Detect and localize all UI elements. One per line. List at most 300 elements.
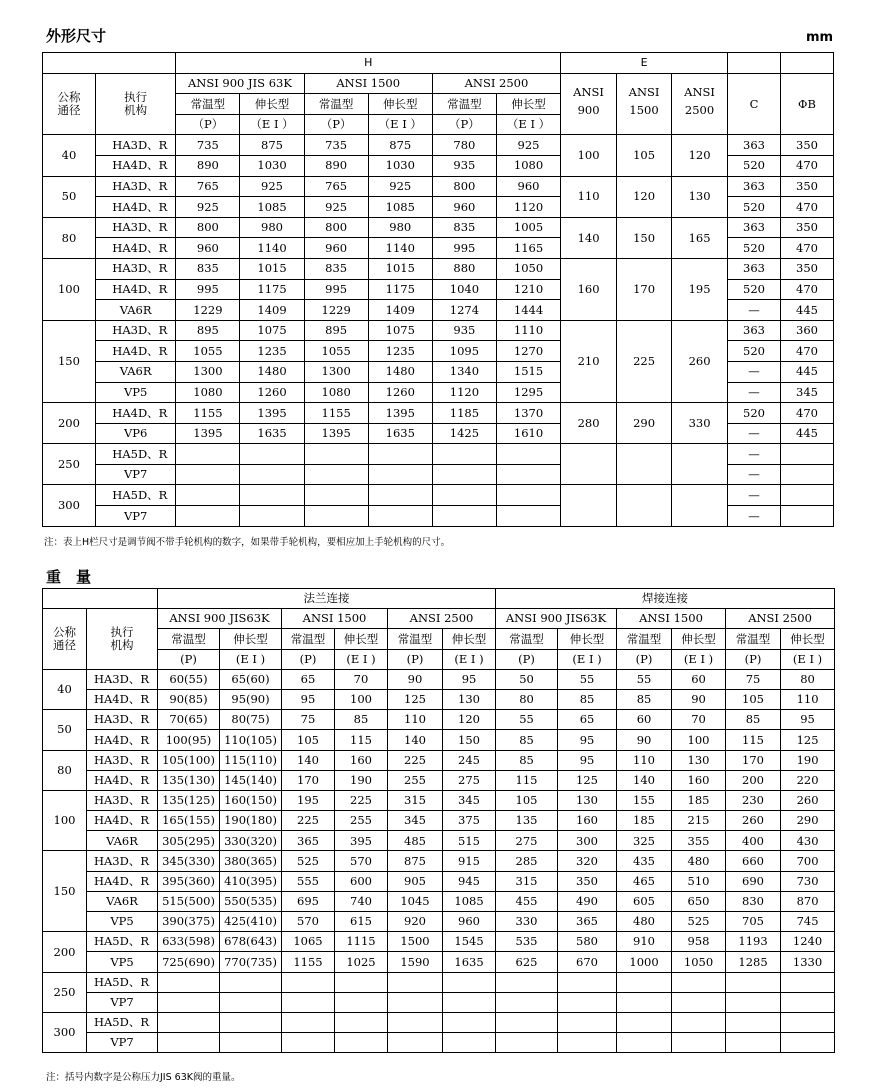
code-header: (E I ) [781,649,835,669]
nominal-size-header: 公称 通径 [43,609,87,670]
h-value-cell: 1120 [496,197,560,218]
e-value-cell [672,444,728,485]
e-group-header: E [561,53,728,74]
h-value-cell: 1040 [432,279,496,300]
nominal-size-cell: 100 [43,258,96,320]
dimensions-note: 注：表上H栏尺寸是调节阀不带手轮机构的数字，如果带手轮机构，要相应加上手轮机构的尺寸。 [44,537,451,548]
h-value-cell: 935 [432,155,496,176]
phib-value-cell: 445 [780,423,833,444]
h-value-cell: 890 [176,155,240,176]
actuator-header: 执行 机构 [95,73,175,135]
flange-connection-header: 法兰连接 [158,589,496,609]
code-header: (P) [388,649,443,669]
h-type-header: 常温型 [176,94,240,115]
weight-value-cell [335,972,388,992]
c-value-cell: 520 [728,341,781,362]
weight-value-cell: 70(65) [158,710,220,730]
table-row [43,217,834,238]
weight-value-cell: 95 [558,750,617,770]
actuator-cell: VP7 [87,992,158,1012]
weight-value-cell: 875 [388,851,443,871]
h-value-cell: 1270 [496,341,560,362]
weight-note: 注：括号内数字是公称压力JIS 63K阀的重量。 [46,1072,241,1083]
table-row [43,952,835,972]
weight-value-cell: 215 [672,811,726,831]
weight-value-cell: 170 [282,770,335,790]
h-value-cell: 835 [176,258,240,279]
weight-value-cell: 633(598) [158,932,220,952]
actuator-cell: VA6R [87,891,158,911]
h-value-cell: 895 [304,320,368,341]
h-value-cell: 1210 [496,279,560,300]
h-value-cell: 875 [368,135,432,156]
weight-value-cell: 300 [558,831,617,851]
nominal-size-cell: 100 [43,790,87,851]
phib-value-cell: 360 [780,320,833,341]
h-value-cell: 1235 [240,341,304,362]
weight-value-cell: 650 [672,891,726,911]
weight-value-cell: 75 [726,669,781,689]
weight-value-cell: 190 [335,770,388,790]
weight-value-cell: 350 [558,871,617,891]
weight-value-cell: 1050 [672,952,726,972]
h-value-cell: 960 [304,238,368,259]
h-value-cell: 925 [496,135,560,156]
actuator-cell: HA3D、R [87,669,158,689]
table-row [43,689,835,709]
dimensions-title: 外形尺寸 [46,27,107,45]
weight-value-cell: 410(395) [220,871,282,891]
weight-value-cell: 1330 [781,952,835,972]
table-row [43,851,835,871]
e-value-cell: 120 [672,135,728,176]
weight-value-cell: 130 [443,689,496,709]
actuator-cell: HA4D、R [95,279,175,300]
weight-value-cell: 580 [558,932,617,952]
h-value-cell [304,485,368,506]
weight-value-cell: 55 [496,710,558,730]
e-value-cell: 195 [672,258,728,320]
h-value-cell: 1155 [304,403,368,424]
table-row [43,1033,835,1053]
h-type-header: 伸长型 [368,94,432,115]
h-value-cell: 1425 [432,423,496,444]
weight-value-cell [220,1033,282,1053]
actuator-cell: HA4D、R [95,341,175,362]
phib-value-cell: 470 [780,155,833,176]
weight-value-cell: 1500 [388,932,443,952]
h-value-cell: 1370 [496,403,560,424]
weight-value-cell [443,972,496,992]
phib-value-cell: 350 [780,217,833,238]
type-header: 常温型 [282,629,335,649]
h-value-cell: 1140 [240,238,304,259]
weight-value-cell: 120 [443,710,496,730]
weight-value-cell: 60 [617,710,672,730]
weight-value-cell: 1590 [388,952,443,972]
table-row [43,73,834,94]
phib-value-cell: 350 [780,176,833,197]
weight-value-cell [558,1012,617,1032]
h-value-cell [176,506,240,527]
weight-value-cell: 85 [726,710,781,730]
blank-header-cell [43,53,176,74]
e-value-cell: 280 [561,403,617,444]
weight-value-cell [158,992,220,1012]
h-value-cell: 1235 [368,341,432,362]
weight-value-cell: 110(105) [220,730,282,750]
h-value-cell [432,464,496,485]
pressure-class-header: ANSI 1500 [282,609,388,629]
weight-value-cell [781,972,835,992]
e-value-cell: 330 [672,403,728,444]
weight-value-cell: 125 [781,730,835,750]
actuator-cell: HA3D、R [95,258,175,279]
c-value-cell: 520 [728,403,781,424]
h-code-header: （E I ） [496,114,560,135]
weight-value-cell: 80 [496,689,558,709]
weight-value-cell: 315 [388,790,443,810]
weight-value-cell: 480 [617,912,672,932]
actuator-cell: HA3D、R [95,320,175,341]
weight-value-cell [443,992,496,1012]
weight-value-cell: 185 [617,811,672,831]
weight-value-cell: 255 [388,770,443,790]
phib-value-cell: 470 [780,279,833,300]
weight-value-cell: 330 [496,912,558,932]
c-value-cell: 363 [728,135,781,156]
table-row [43,730,835,750]
h-value-cell: 1274 [432,300,496,321]
weight-value-cell: 625 [496,952,558,972]
weight-value-cell: 958 [672,932,726,952]
h-value-cell [368,506,432,527]
weight-value-cell [558,972,617,992]
nominal-size-cell: 250 [43,444,96,485]
type-header: 伸长型 [781,629,835,649]
type-header: 伸长型 [672,629,726,649]
weight-value-cell: 920 [388,912,443,932]
pressure-class-header: ANSI 900 JIS63K [158,609,282,629]
phib-header: ΦB [780,73,833,135]
h-value-cell: 995 [432,238,496,259]
weight-value-cell [158,1012,220,1032]
h-value-cell [240,485,304,506]
c-value-cell: — [728,300,781,321]
weight-value-cell: 725(690) [158,952,220,972]
h-value-cell: 925 [176,197,240,218]
weight-value-cell: 510 [672,871,726,891]
weight-value-cell [282,992,335,1012]
weight-value-cell [617,1012,672,1032]
h-value-cell: 1229 [176,300,240,321]
h-value-cell: 835 [304,258,368,279]
weight-value-cell [781,1033,835,1053]
weight-value-cell: 130 [558,790,617,810]
h-value-cell: 960 [496,176,560,197]
pressure-class-header: ANSI 1500 [617,609,726,629]
table-row [43,831,835,851]
weight-value-cell: 155 [617,790,672,810]
table-row [43,485,834,506]
weight-value-cell: 255 [335,811,388,831]
c-value-cell: 363 [728,217,781,238]
nominal-size-cell: 80 [43,750,87,790]
weight-value-cell: 660 [726,851,781,871]
weight-value-cell: 535 [496,932,558,952]
h-value-cell: 960 [176,238,240,259]
c-value-cell: 520 [728,197,781,218]
phib-value-cell [780,485,833,506]
weight-value-cell: 65 [558,710,617,730]
h-value-cell: 1075 [368,320,432,341]
weight-value-cell: 260 [781,790,835,810]
h-value-cell [240,464,304,485]
actuator-cell: HA3D、R [87,710,158,730]
weight-value-cell: 90 [388,669,443,689]
weight-value-cell: 90 [617,730,672,750]
weight-value-cell: 125 [558,770,617,790]
weight-value-cell: 95 [558,730,617,750]
weight-value-cell: 490 [558,891,617,911]
weight-value-cell [726,992,781,1012]
h-value-cell: 800 [432,176,496,197]
weight-value-cell: 1285 [726,952,781,972]
table-row [43,176,834,197]
weight-value-cell: 220 [781,770,835,790]
h-value-cell: 960 [432,197,496,218]
h-pressure-class-header: ANSI 1500 [304,73,432,94]
weight-value-cell: 390(375) [158,912,220,932]
weight-value-cell: 160 [672,770,726,790]
weight-value-cell: 345 [443,790,496,810]
h-value-cell: 1085 [368,197,432,218]
phib-value-cell: 350 [780,135,833,156]
actuator-cell: VP5 [87,952,158,972]
actuator-cell: HA3D、R [95,217,175,238]
weight-value-cell: 225 [388,750,443,770]
code-header: (E I ) [220,649,282,669]
weight-value-cell: 525 [282,851,335,871]
h-value-cell: 925 [304,197,368,218]
h-value-cell [496,444,560,465]
c-value-cell: — [728,423,781,444]
e-value-cell: 260 [672,320,728,402]
pressure-class-header: ANSI 900 JIS63K [496,609,617,629]
weight-value-cell [388,992,443,1012]
actuator-cell: HA3D、R [87,851,158,871]
e-value-cell: 160 [561,258,617,320]
h-value-cell [240,506,304,527]
weight-value-cell [158,972,220,992]
c-value-cell: — [728,444,781,465]
weight-value-cell: 55 [617,669,672,689]
h-value-cell: 1300 [176,361,240,382]
h-value-cell: 1175 [240,279,304,300]
h-value-cell: 1395 [240,403,304,424]
weight-value-cell [282,1012,335,1032]
nominal-size-cell: 200 [43,932,87,972]
weight-value-cell: 110 [617,750,672,770]
actuator-cell: VP5 [87,912,158,932]
c-value-cell: — [728,382,781,403]
weight-value-cell: 65 [282,669,335,689]
h-value-cell: 875 [240,135,304,156]
h-value-cell: 1340 [432,361,496,382]
h-type-header: 伸长型 [240,94,304,115]
weight-value-cell: 435 [617,851,672,871]
e-value-cell: 290 [617,403,672,444]
h-value-cell: 1480 [240,361,304,382]
actuator-cell: HA4D、R [87,689,158,709]
weight-value-cell: 225 [335,790,388,810]
h-value-cell: 1480 [368,361,432,382]
weight-value-cell [617,992,672,1012]
h-value-cell: 800 [176,217,240,238]
table-row [43,629,835,649]
weight-value-cell: 600 [335,871,388,891]
weight-value-cell: 140 [617,770,672,790]
type-header: 伸长型 [220,629,282,649]
actuator-header: 执行 机构 [87,609,158,670]
weight-value-cell: 115 [335,730,388,750]
table-row [43,669,835,689]
weight-value-cell: 678(643) [220,932,282,952]
weight-value-cell: 525 [672,912,726,932]
code-header: (P) [496,649,558,669]
c-value-cell: — [728,464,781,485]
h-value-cell: 1395 [176,423,240,444]
code-header: (P) [617,649,672,669]
h-value-cell [304,506,368,527]
weight-value-cell [496,972,558,992]
weight-value-cell [672,1033,726,1053]
weight-value-cell: 550(535) [220,891,282,911]
weight-value-cell: 870 [781,891,835,911]
type-header: 伸长型 [335,629,388,649]
weight-value-cell: 70 [335,669,388,689]
phib-value-cell: 445 [780,361,833,382]
weight-value-cell: 160 [335,750,388,770]
weight-value-cell [617,1033,672,1053]
h-value-cell: 735 [304,135,368,156]
weight-value-cell: 65(60) [220,669,282,689]
weight-value-cell: 485 [388,831,443,851]
nominal-size-cell: 40 [43,669,87,709]
weight-value-cell [496,992,558,1012]
weight-value-cell: 700 [781,851,835,871]
weight-value-cell: 425(410) [220,912,282,932]
h-code-header: （P） [176,114,240,135]
table-row [43,589,835,609]
c-value-cell: — [728,506,781,527]
h-value-cell [368,464,432,485]
h-value-cell: 765 [304,176,368,197]
h-value-cell [304,444,368,465]
c-value-cell: — [728,485,781,506]
h-value-cell: 890 [304,155,368,176]
weight-value-cell: 135(125) [158,790,220,810]
nominal-size-cell: 80 [43,217,96,258]
phib-value-cell: 470 [780,341,833,362]
table-row [43,320,834,341]
weight-value-cell: 1193 [726,932,781,952]
weight-value-cell: 80(75) [220,710,282,730]
weight-value-cell: 430 [781,831,835,851]
weight-value-cell [158,1033,220,1053]
h-value-cell: 1155 [176,403,240,424]
phib-value-cell [780,444,833,465]
weight-value-cell: 105(100) [158,750,220,770]
table-row [43,932,835,952]
table-row [43,912,835,932]
weight-value-cell: 90 [672,689,726,709]
weight-value-cell: 85 [496,730,558,750]
h-value-cell: 1395 [304,423,368,444]
e-value-cell [561,444,617,485]
actuator-cell: HA4D、R [87,811,158,831]
weight-value-cell: 105 [726,689,781,709]
weight-value-cell: 275 [496,831,558,851]
c-value-cell: 363 [728,258,781,279]
e-value-cell: 225 [617,320,672,402]
h-value-cell: 1055 [304,341,368,362]
code-header: (E I ) [558,649,617,669]
weight-value-cell [388,1012,443,1032]
actuator-cell: VP5 [95,382,175,403]
type-header: 常温型 [388,629,443,649]
table-row [43,649,835,669]
actuator-cell: VA6R [95,300,175,321]
h-value-cell: 995 [304,279,368,300]
table-row [43,444,834,465]
h-group-header: H [176,53,561,74]
h-value-cell: 1050 [496,258,560,279]
table-row [43,1012,835,1032]
h-value-cell: 1515 [496,361,560,382]
weight-value-cell: 1025 [335,952,388,972]
weight-value-cell: 380(365) [220,851,282,871]
h-value-cell: 935 [432,320,496,341]
h-value-cell: 1005 [496,217,560,238]
h-value-cell [304,464,368,485]
h-value-cell: 1229 [304,300,368,321]
blank-header-cell [728,53,781,74]
type-header: 常温型 [158,629,220,649]
weight-value-cell: 705 [726,912,781,932]
table-row [43,403,834,424]
h-value-cell [176,464,240,485]
weight-value-cell: 770(735) [220,952,282,972]
phib-value-cell: 470 [780,403,833,424]
weight-value-cell: 285 [496,851,558,871]
h-value-cell: 1444 [496,300,560,321]
weight-value-cell [220,992,282,1012]
h-value-cell: 1635 [240,423,304,444]
weight-value-cell: 315 [496,871,558,891]
h-value-cell: 980 [368,217,432,238]
h-value-cell: 835 [432,217,496,238]
weight-value-cell: 190 [781,750,835,770]
weight-value-cell: 55 [558,669,617,689]
weight-value-cell [672,972,726,992]
type-header: 常温型 [726,629,781,649]
weight-value-cell [220,1012,282,1032]
actuator-cell: HA4D、R [95,403,175,424]
weight-value-cell [496,1033,558,1053]
phib-value-cell: 445 [780,300,833,321]
weight-value-cell: 110 [388,710,443,730]
